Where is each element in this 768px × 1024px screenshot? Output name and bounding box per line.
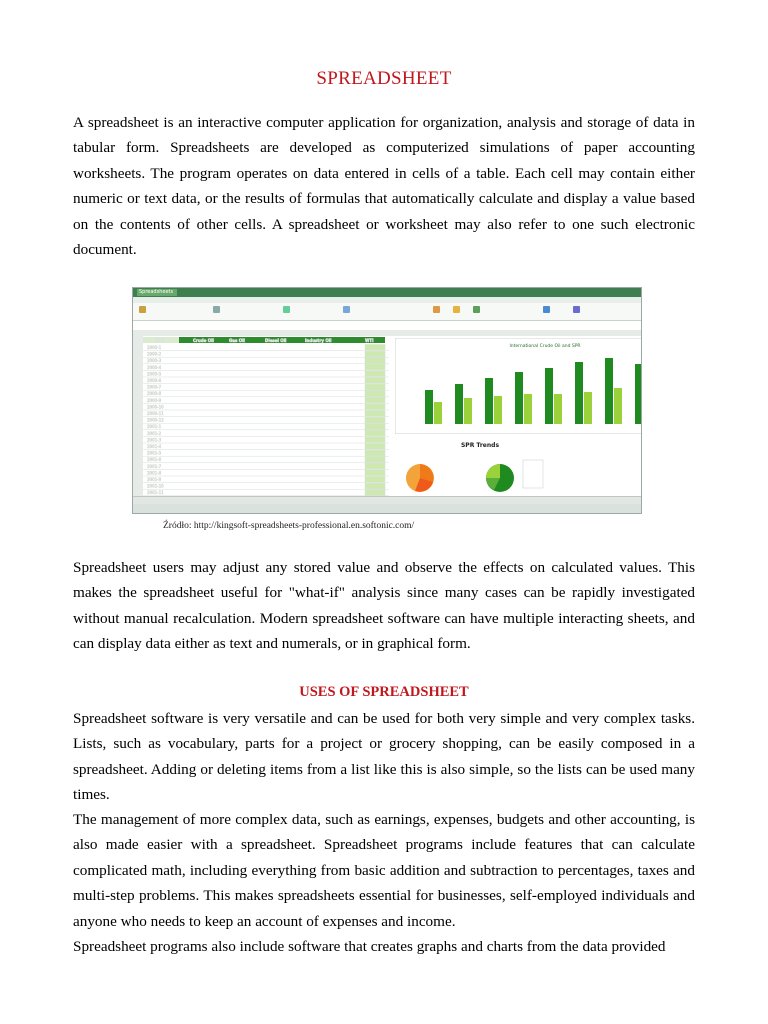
- status-bar: [133, 504, 641, 513]
- sheet-row-label: 2001-5: [147, 450, 162, 456]
- sheet-row-label: 2001-4: [147, 444, 162, 449]
- sheet-row-label: 2001-11: [147, 490, 164, 496]
- bar-light: [524, 394, 532, 424]
- bar-chart: [395, 338, 642, 434]
- uses-paragraph-1: Spreadsheet software is very versatile and can be used for both very simple and very complex tasks. Lists, such as vocabulary, parts for a project or grocery shopping, can be easily composed in a spreadsheet. Adding or deleting items from a list like this is also simple, so the lists can be used many times.: [73, 710, 695, 804]
- bar-chart-svg: [395, 338, 642, 434]
- wti-cell: [365, 417, 385, 423]
- bar-chart-title: International Crude Oil and SPR: [509, 344, 581, 349]
- sheet-row-label: 2000-12: [147, 417, 164, 423]
- pie-chart-svg: [395, 438, 642, 496]
- wti-cell: [365, 358, 385, 364]
- para-what-if: Spreadsheet users may adjust any stored value and observe the effects on calculated values. This makes the spreadsheet useful for "what-if" analysis since many cases can be rapidly investigated without manual recalculation. Modern spreadsheet software can have multiple interacting sheets, and can display data either as text and numerals, or in graphical form.: [73, 559, 695, 653]
- document-title: SPREADSHEET: [316, 68, 452, 89]
- wti-cell: [365, 444, 385, 450]
- wti-cell: [365, 397, 385, 403]
- wti-cell: [365, 424, 385, 430]
- sheet-header-cell: Industry Oil: [305, 338, 332, 343]
- sheet-header-cell: SPR: [155, 338, 164, 343]
- bar-dark: [425, 390, 433, 424]
- wti-cell: [365, 391, 385, 397]
- sheet-row-label: 2000-7: [147, 384, 162, 390]
- bar-dark: [515, 372, 523, 424]
- bar-light: [614, 388, 622, 424]
- sheet-row-label: 2000-8: [147, 391, 162, 397]
- wti-cell: [365, 404, 385, 410]
- wti-cell: [365, 470, 385, 476]
- sheet-row-label: 2001-7: [147, 463, 162, 469]
- sheet-row-label: 2000-6: [147, 378, 162, 383]
- uses-paragraph-3: Spreadsheet programs also include software that creates graphs and charts from the data provided: [73, 938, 666, 955]
- sheet-row-label: 2001-10: [147, 483, 164, 489]
- pie-chart-title: SPR Trends: [460, 442, 500, 449]
- sheet-row-label: 2001-9: [147, 477, 162, 482]
- sheet-row-label: 2000-10: [147, 404, 164, 410]
- sheet-row-label: 2001-6: [147, 457, 162, 463]
- sheet-row-label: 2001-2: [147, 430, 162, 436]
- sheet-row-label: 2001-1: [147, 424, 162, 430]
- bar-light: [554, 394, 562, 424]
- wti-cell: [365, 490, 385, 496]
- wti-cell: [365, 364, 385, 370]
- spreadsheet-screenshot: [132, 287, 642, 514]
- bar-dark: [575, 362, 583, 424]
- uses-paragraph-2: The management of more complex data, such as earnings, expenses, budgets and other accounting, is also made easier with a spreadsheet. Spreadsheet programs include features that can calculate complicated math, including everything from basic addition and subtraction to percentages, taxes and multi-step problems. This makes spreadsheets essential for businesses, self-employed individuals and anyone who needs to keep an account of expenses and income.: [73, 811, 695, 930]
- bar-dark: [545, 368, 553, 424]
- sheet-header-cell: Gas Oil: [229, 338, 245, 343]
- sheet-row-label: 2000-4: [147, 364, 162, 370]
- pie-legend: [523, 460, 543, 488]
- sheet-row-label: 2000-5: [147, 371, 162, 377]
- bar-dark: [455, 384, 463, 424]
- bar-light: [584, 392, 592, 424]
- bar-dark: [635, 364, 642, 424]
- sheet-row-label: 2000-2: [147, 351, 162, 357]
- sheet-row-label: 2000-11: [147, 411, 164, 416]
- app-name: Spreadsheets: [137, 289, 177, 296]
- intro-paragraph: A spreadsheet is an interactive computer application for organization, analysis and storage of data in tabular form. Spreadsheets are developed as computerized simulations of paper accounting worksheets. The program operates on data entered in cells of a table. Each cell may contain either numeric or text data, or the results of formulas that automatically calculate and display a value based on the contents of other cells. A spreadsheet or worksheet may also refer to one such electronic document.: [73, 114, 695, 259]
- image-caption: Źródło: http://kingsoft-spreadsheets-professional.en.softonic.com/: [163, 521, 415, 531]
- sheet-row-label: 2001-3: [147, 437, 162, 443]
- wti-cell: [365, 411, 385, 417]
- bar-light: [494, 396, 502, 424]
- sheet-row-label: 2000-1: [147, 345, 162, 350]
- wti-cell: [365, 430, 385, 436]
- wti-cell: [365, 378, 385, 384]
- wti-cell: [365, 351, 385, 357]
- wti-cell: [365, 371, 385, 377]
- sheet-header-cell: Crude Oil: [193, 338, 214, 343]
- wti-cell: [365, 483, 385, 489]
- wti-cell: [365, 345, 385, 351]
- wti-cell: [365, 384, 385, 390]
- wti-cell: [365, 457, 385, 463]
- wti-cell: [365, 450, 385, 456]
- pie-charts: [395, 438, 642, 496]
- sheet-row-label: 2000-3: [147, 358, 162, 364]
- sheet-row-label: 2001-8: [147, 470, 162, 476]
- sheet-header-cell: WTI: [365, 338, 374, 343]
- uses-heading: USES OF SPREADSHEET: [299, 684, 469, 700]
- wti-cell: [365, 437, 385, 443]
- wti-cell: [365, 477, 385, 483]
- bar-dark: [605, 358, 613, 424]
- wti-cell: [365, 463, 385, 469]
- sheet-header-cell: Diesel Oil: [265, 338, 287, 343]
- bar-light: [464, 398, 472, 424]
- bar-dark: [485, 378, 493, 424]
- sheet-row-label: 2000-9: [147, 397, 162, 403]
- bar-light: [434, 402, 442, 424]
